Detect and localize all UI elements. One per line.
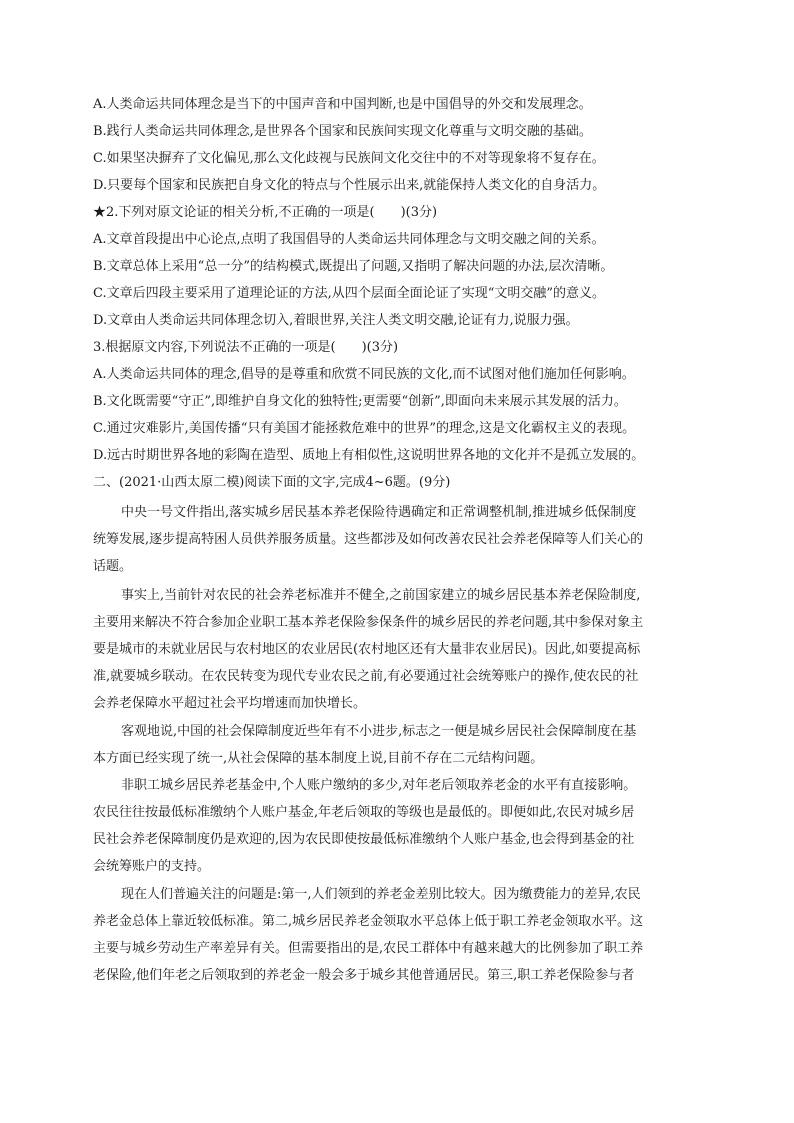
paragraph-5-line-2: 养老金总体上靠近较低标准。第二,城乡居民养老金领取水平总体上低于职工养老金领取水平。这 (93, 914, 644, 929)
q1-option-d: D.只要每个国家和民族把自身文化的特点与个性展示出来,就能保持人类文化的自身活力。 (93, 178, 606, 193)
paragraph-5-line-4: 老保险,他们年老之后领取到的养老金一般会多于城乡其他普通居民。第三,职工养老保险参与者 (93, 968, 635, 983)
q2-option-a: A.文章首段提出中心论点,点明了我国倡导的人类命运共同体理念与文明交融之间的关系。 (93, 232, 605, 247)
q1-option-c: C.如果坚决摒弃了文化偏见,那么文化歧视与民族间文化交往中的不对等现象将不复存在。 (93, 151, 605, 166)
paragraph-1-line-3: 话题。 (93, 559, 133, 574)
section-heading: 二、(2021·山西太原二模)阅读下面的文字,完成4~6题。(9分) (93, 475, 451, 490)
paragraph-2-line-1: 事实上,当前针对农民的社会养老标准并不健全,之前国家建立的城乡居民基本养老保险制度, (121, 588, 641, 603)
paragraph-1-line-1: 中央一号文件指出,落实城乡居民基本养老保险待遇确定和正常调整机制,推进城乡低保制度 (121, 505, 637, 520)
q2-option-c: C.文章后四段主要采用了道理论证的方法,从四个层面全面论证了实现“文明交融”的意义。 (93, 286, 606, 301)
q2-option-d: D.文章由人类命运共同体理念切入,着眼世界,关注人类文明交融,论证有力,说服力强。 (93, 313, 579, 328)
paragraph-4-line-1: 非职工城乡居民养老基金中,个人账户缴纳的多少,对年老后领取养老金的水平有直接影响。 (121, 778, 637, 793)
q1-option-a: A.人类命运共同体理念是当下的中国声音和中国判断,也是中国倡导的外交和发展理念。 (93, 97, 592, 112)
paragraph-2-line-4: 准,就要城乡联动。在农民转变为现代专业农民之前,有必要通过社会统筹账户的操作,使农民的社 (93, 669, 639, 684)
paragraph-5-line-1: 现在人们普遍关注的问题是:第一,人们领到的养老金差别比较大。因为缴费能力的差异,农民 (121, 887, 641, 902)
paragraph-4-line-3: 民社会养老保障制度仍是欢迎的,因为农民即使按最低标准缴纳个人账户基金,也会得到基金的社 (93, 832, 635, 847)
q3-option-c: C.通过灾难影片,美国传播“只有美国才能拯救危难中的世界”的理念,这是文化霸权主义的表现。 (93, 421, 636, 436)
q1-option-b: B.践行人类命运共同体理念,是世界各个国家和民族间实现文化尊重与文明交融的基础。 (93, 124, 592, 139)
paragraph-1-line-2: 统筹发展,逐步提高特困人员供养服务质量。这些都涉及如何改善农民社会养老保障等人们关心的 (93, 532, 644, 547)
paragraph-3-line-2: 本方面已经实现了统一,从社会保障的基本制度上说,目前不存在二元结构问题。 (93, 751, 544, 766)
q2-option-b: B.文章总体上采用“总一分”的结构模式,既提出了问题,又指明了解决问题的办法,层次清晰。 (93, 259, 614, 274)
paragraph-2-line-5: 会养老保障水平超过社会平均增速而加快增长。 (93, 696, 367, 711)
q3-option-b: B.文化既需要“守正”,即维护自身文化的独特性;更需要“创新”,即面向未来展示其发展的活力。 (93, 394, 627, 409)
q3-option-a: A.人类命运共同体的理念,倡导的是尊重和欣赏不同民族的文化,而不试图对他们施加任何影响。 (93, 367, 635, 382)
paragraph-4-line-4: 会统筹账户的支持。 (93, 859, 211, 874)
paragraph-5-line-3: 主要与城乡劳动生产率差异有关。但需要指出的是,农民工群体中有越来越大的比例参加了职工养 (93, 941, 644, 956)
q3-stem: 3.根据原文内容,下列说法不正确的一项是( )(3分) (93, 340, 399, 355)
paragraph-3-line-1: 客观地说,中国的社会保障制度近些年有不小进步,标志之一便是城乡居民社会保障制度在基 (121, 724, 637, 739)
paragraph-2-line-3: 要是城市的未就业居民与农村地区的农业居民(农村地区还有大量非农业居民)。因此,如要提高标 (93, 642, 641, 657)
paragraph-4-line-2: 农民往往按最低标准缴纳个人账户基金,年老后领取的等级也是最低的。即便如此,农民对城乡居 (93, 805, 635, 820)
paragraph-2-line-2: 主要用来解决不符合参加企业职工基本养老保险参保条件的城乡居民的养老问题,其中参保对象主 (93, 615, 644, 630)
q3-option-d: D.远古时期世界各地的彩陶在造型、质地上有相似性,这说明世界各地的文化并不是孤立发展的。 (93, 448, 645, 463)
q2-stem: ★2.下列对原文论证的相关分析,不正确的一项是( )(3分) (93, 205, 438, 220)
